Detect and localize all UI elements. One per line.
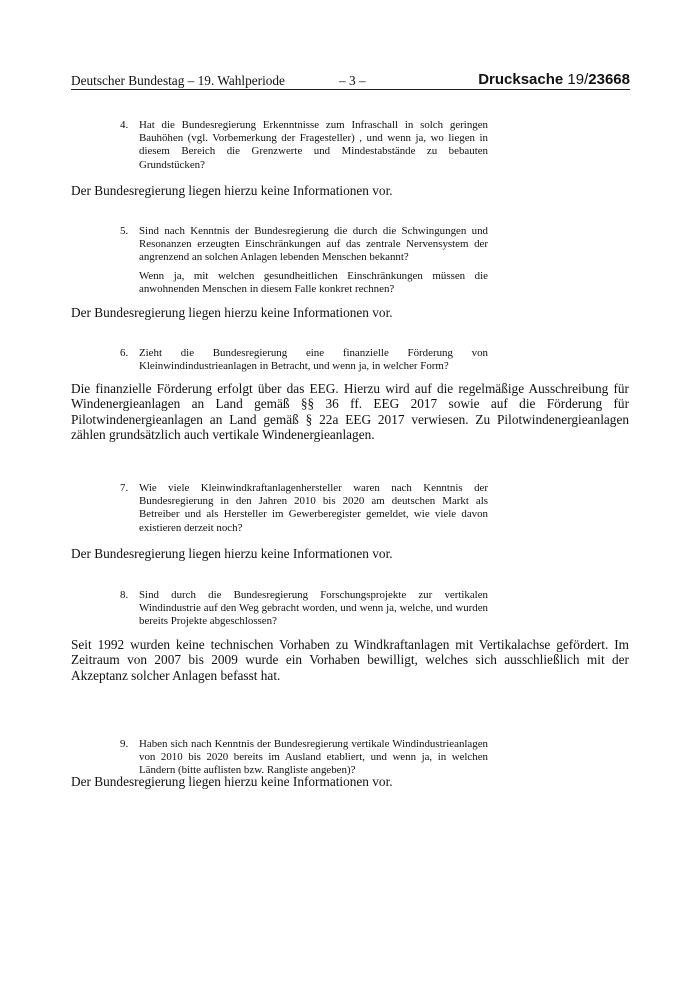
answer-7 [71,546,629,561]
doc-number: 23668 [588,71,630,88]
question-7 [120,482,488,535]
question-8 [120,589,488,629]
answer-4 [71,183,629,198]
doc-prefix: 19/ [567,71,589,88]
answer-text: Der Bundesregierung liegen hierzu keine Informationen vor. [71,774,393,789]
answer-text: Der Bundesregierung liegen hierzu keine Informationen vor. [71,546,393,561]
answer-text: Der Bundesregierung liegen hierzu keine Informationen vor. [71,305,393,320]
question-text: Wie viele Kleinwindkraftanlagenhersteller waren nach Kenntnis der Bundesregierung in den Jahren 2010 bis 2020 am deutschen Markt als Betreiber und als Hersteller im Gewerberegister gemeldet, wie viele davon existieren derzeit noch? [139,482,488,534]
question-number: 6. [120,347,129,359]
question-number: 4. [120,119,129,131]
page-header [71,73,630,93]
question-text: Zieht die Bundesregierung eine finanzielle Förderung von Kleinwindindustrieanlagen in Betracht, und wenn ja, in welcher Form? [139,347,488,373]
question-4 [120,119,488,172]
answer-6 [71,381,629,442]
answer-5 [71,305,629,320]
question-text: Hat die Bundesregierung Erkenntnisse zum Infraschall in solch geringen Bauhöhen (vgl. Vorbemerkung der Fragesteller) , und wenn ja, wo liegen in diesem Bereich die Grenzwerte und Mindestabstände zu bebauten Grundstücken? [139,119,488,171]
answer-8 [71,637,629,683]
answer-text: Die finanzielle Förderung erfolgt über das EEG. Hierzu wird auf die regelmäßige Ausschreibung für Windenergieanlagen an Land gemäß §§ 36 ff. EEG 2017 sowie auf die Förderung für Pilotwindenergieanlagen an Land gemäß § 22a EEG 2017 verwiesen. Zu Pilotwindenergieanlagen zählen grundsätzlich auch vertikale Windenergieanlagen. [71,381,629,442]
question-text: Sind nach Kenntnis der Bundesregierung die durch die Schwingungen und Resonanzen erzeugten Einschränkungen auf das zentrale Nervensystem der angrenzend an solchen Anlagen lebenden Menschen bekannt? [139,225,488,264]
header-rule [71,89,630,90]
doc-label: Drucksache [478,71,564,88]
question-number: 5. [120,225,129,237]
document-number [478,71,630,88]
answer-text: Der Bundesregierung liegen hierzu keine Informationen vor. [71,183,393,198]
question-number: 8. [120,589,129,601]
question-9 [120,738,488,778]
question-text: Sind durch die Bundesregierung Forschungsprojekte zur vertikalen Windindustrie auf den Weg gebracht worden, und wenn ja, welche, und wurden bereits Projekte abgeschlossen? [139,589,488,628]
question-number: 9. [120,738,129,750]
question-5 [120,225,488,296]
parliament-period: Deutscher Bundestag – 19. Wahlperiode [71,73,285,88]
page-number: – 3 – [339,73,366,88]
question-text-followup: Wenn ja, mit welchen gesundheitlichen Einschränkungen müssen die anwohnenden Menschen in diesem Falle konkret rechnen? [139,269,488,295]
question-6 [120,347,488,373]
question-text: Haben sich nach Kenntnis der Bundesregierung vertikale Windindustrieanlagen von 2010 bis 2020 bereits im Ausland etabliert, und wenn ja, in welchen Ländern (bitte auflisten bzw. Rangliste angeben)? [139,738,488,777]
question-number: 7. [120,482,129,494]
answer-9 [71,774,629,789]
answer-text: Seit 1992 wurden keine technischen Vorhaben zu Windkraftanlagen mit Vertikalachse gefördert. Im Zeitraum von 2007 bis 2009 wurde ein Vorhaben bewilligt, welches sich ausschließlich mit der Akzeptanz solcher Anlagen befasst hat. [71,637,629,683]
